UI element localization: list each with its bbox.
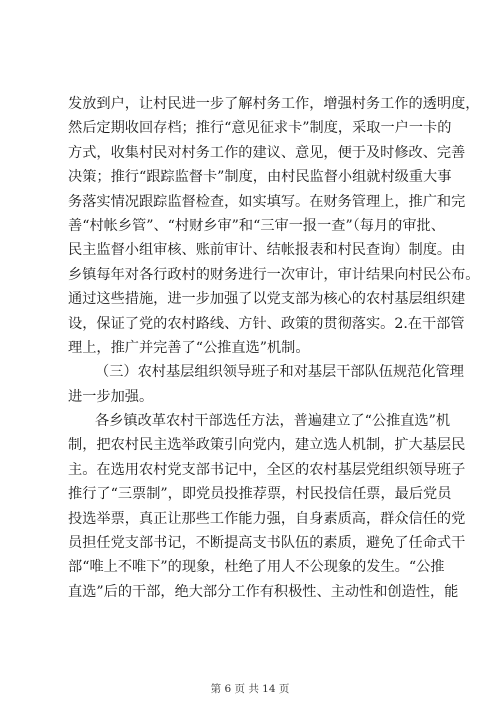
text-line: 主。在选用农村党支部书记中，全区的农村基层党组织领导班子 [68, 461, 466, 478]
text-line: 然后定期收回存档；推行“意见征求卡”制度，采取一户一卡的 [68, 120, 452, 137]
page-number-footer: 第 6 页 共 14 页 [210, 683, 290, 695]
text-line: 部“唯上不唯下”的现象，杜绝了用人不公现象的发生。“公推 [68, 559, 445, 576]
text-line: 发放到户，让村民进一步了解村务工作，增强村务工作的透明度， [68, 96, 480, 112]
text-line: 通过这些措施，进一步加强了以党支部为核心的农村基层组织建 [68, 291, 466, 308]
text-line: 设，保证了党的农村路线、方针、政策的贯彻落实。2.在干部管 [68, 315, 465, 332]
body-text [68, 92, 480, 604]
text-line: 乡镇每年对各行政村的财务进行一次审计，审计结果向村民公布。 [68, 266, 480, 283]
text-line: 方式，收集村民对村务工作的建议、意见，便于及时修改、完善 [68, 144, 466, 161]
text-line: 推行了“三票制”，即党员投推荐票，村民投信任票，最后党员 [68, 486, 452, 503]
text-line: 善“村帐乡管”、“村财乡审”和“三审一报一查”（每月的审批、 [68, 217, 445, 234]
text-line: 民主监督小组审核、账前审计、结帐报表和村民查询）制度。由 [68, 242, 466, 259]
section-heading-line: 进一步加强。 [68, 388, 154, 405]
text-line: 务落实情况跟踪监督检查，如实填写。在财务管理上，推广和完 [68, 193, 466, 210]
text-line: 员担任党支部书记，不断提高支书队伍的素质，避免了任命式干 [68, 535, 466, 552]
text-line: 直选”后的干部，绝大部分工作有积极性、主动性和创造性，能 [68, 583, 459, 600]
text-line: 各乡镇改革农村干部选任方法，普遍建立了“公推直选”机 [95, 413, 451, 430]
text-line: 投选举票，真正让那些工作能力强，自身素质高，群众信任的党 [68, 510, 466, 527]
text-line: 决策；推行“跟踪监督卡”制度，由村民监督小组就村级重大事 [68, 169, 452, 186]
text-line: 制，把农村民主选举政策引向党内，建立选人机制，扩大基层民 [68, 437, 466, 454]
section-heading-line: （三）农村基层组织领导班子和对基层干部队伍规范化管理 [95, 364, 464, 381]
text-line: 理上，推广并完善了“公推直选”机制。 [68, 339, 310, 356]
